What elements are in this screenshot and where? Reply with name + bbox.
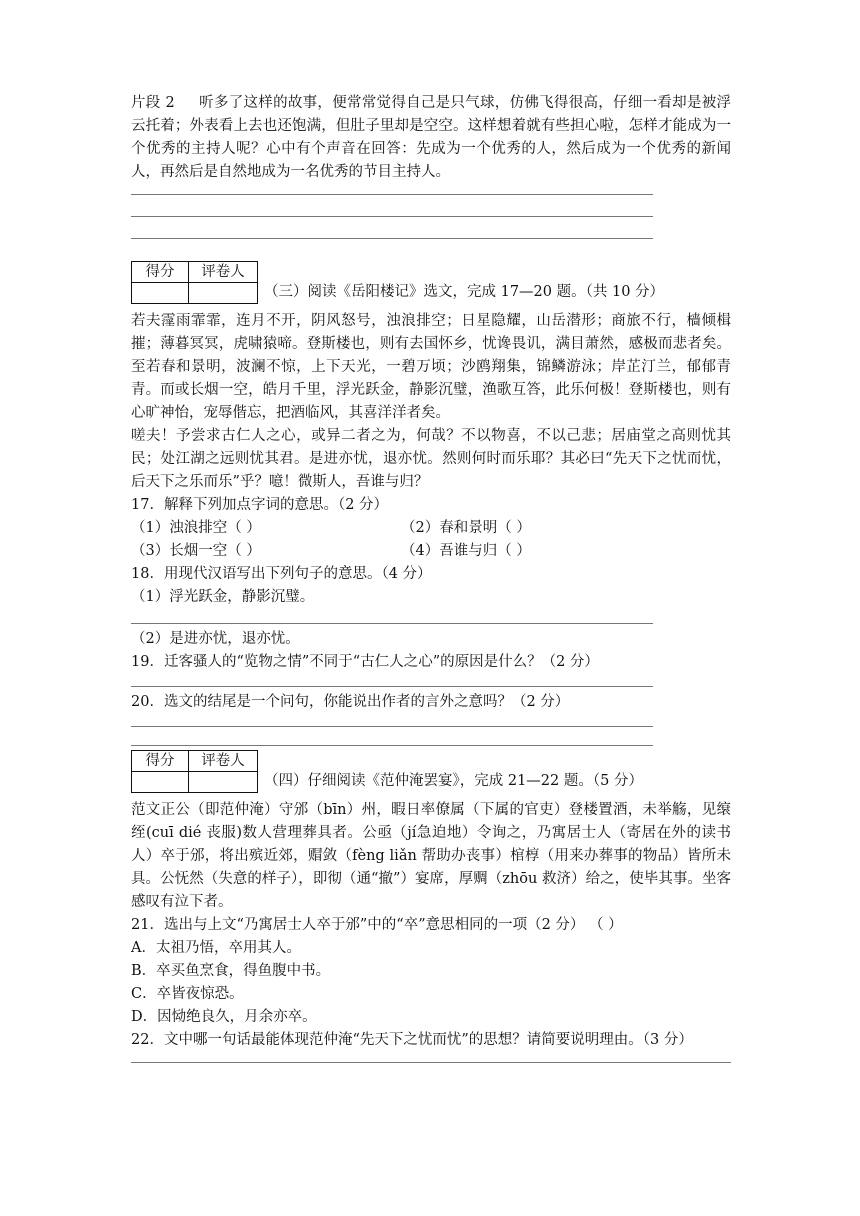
option-c[interactable]: C．卒皆夜惊恐。 xyxy=(131,986,244,1002)
q17-item-3[interactable]: （3）长烟一空（ ） xyxy=(131,543,261,559)
q17-item-4[interactable]: （4）吾谁与归（ ） xyxy=(401,543,531,559)
answer-line[interactable] xyxy=(131,1062,731,1063)
q17-item-2[interactable]: （2）春和景明（ ） xyxy=(401,520,531,536)
exam-page xyxy=(131,92,731,1063)
score-label: 得分 xyxy=(132,262,189,283)
answer-line[interactable] xyxy=(131,216,653,217)
grader-cell[interactable] xyxy=(189,772,258,793)
score-cell[interactable] xyxy=(132,772,189,793)
question-18-1: （1）浮光跃金，静影沉璧。 xyxy=(131,589,315,605)
answer-line[interactable] xyxy=(131,745,653,746)
section4-paragraph: 范文正公（即范仲淹）守邠（bīn）州，暇日率僚属（下属的官吏）登楼置酒，未举觞，见缞绖(cuī dié 丧服)数人营理葬具者。公亟（jí急迫地）令询之，乃寓居士人（寄居在外的读书人）卒于邠，将出殡近郊，赗敛（fèng liǎn 帮助办丧事）棺椁（用来办葬事的物品）皆所未具。公怃然（失意的样子），即彻（通“撤”）宴席，厚赒（zhōu 救济）给之，使毕其事。坐客感叹有泣下者。 xyxy=(131,802,731,910)
question-20: 20．选文的结尾是一个问句，你能说出作者的言外之意吗？（2 分） xyxy=(131,694,570,710)
q17-item-1[interactable]: （1）浊浪排空（ ） xyxy=(131,520,261,536)
section4-header xyxy=(131,750,731,793)
section3-header xyxy=(131,261,731,304)
answer-line[interactable] xyxy=(131,726,653,727)
question-21: 21．选出与上文“乃寓居士人卒于邠”中的“卒”意思相同的一项（2 分） （ ） xyxy=(131,917,623,933)
section3-paragraph2: 嗟夫！予尝求古仁人之心，或异二者之为，何哉？不以物喜，不以己悲；居庙堂之高则忧其民；处江湖之远则忧其君。是进亦忧，退亦忧。然则何时而乐耶？其必曰“先天下之忧而忧，后天下之乐而乐”乎？噫！微斯人，吾谁与归？ xyxy=(131,428,731,490)
grader-label: 评卷人 xyxy=(189,751,258,772)
score-table xyxy=(131,261,258,304)
option-a[interactable]: A．太祖乃悟，卒用其人。 xyxy=(131,940,301,956)
question-22: 22．文中哪一句话最能体现范仲淹“先天下之忧而忧”的思想？请简要说明理由。（3 分） xyxy=(131,1032,693,1048)
question-18: 18．用现代汉语写出下列句子的意思。（4 分） xyxy=(131,566,432,582)
question-17: 17．解释下列加点字词的意思。（2 分） xyxy=(131,497,389,513)
fragment2-text: 听多了这样的故事，便常常觉得自己是只气球，仿佛飞得很高，仔细一看却是被浮云托着；外表看上去也还饱满，但肚子里却是空空。这样想着就有些担心啦，怎样才能成为一个优秀的主持人呢？心中有个声音在回答：先成为一个优秀的人，然后成为一个优秀的新闻人，再然后是自然地成为一名优秀的节目主持人。 xyxy=(131,95,732,180)
option-b[interactable]: B．卒买鱼烹食，得鱼腹中书。 xyxy=(131,963,331,979)
answer-line[interactable] xyxy=(131,623,653,624)
question-19: 19．迁客骚人的“览物之情”不同于“古仁人之心”的原因是什么？（2 分） xyxy=(131,654,599,670)
score-table xyxy=(131,750,258,793)
score-cell[interactable] xyxy=(132,283,189,304)
option-d[interactable]: D．因恸绝良久，月余亦卒。 xyxy=(131,1009,317,1025)
fragment2-label: 片段 2 xyxy=(131,95,175,111)
question-17-row1 xyxy=(131,517,731,540)
answer-line[interactable] xyxy=(131,686,653,687)
question-17-row2 xyxy=(131,540,731,563)
fragment2-paragraph xyxy=(131,92,731,184)
answer-line[interactable] xyxy=(131,238,653,239)
grader-cell[interactable] xyxy=(189,283,258,304)
answer-line[interactable] xyxy=(131,194,653,195)
section3-title: （三）阅读《岳阳楼记》选文，完成 17—20 题。（共 10 分） xyxy=(264,284,665,300)
fragment2-answer-lines[interactable] xyxy=(131,194,731,239)
question-18-2: （2）是进亦忧，退亦忧。 xyxy=(131,631,300,647)
section4-title: （四）仔细阅读《范仲淹罢宴》，完成 21—22 题。（5 分） xyxy=(264,773,643,789)
grader-label: 评卷人 xyxy=(189,262,258,283)
score-label: 得分 xyxy=(132,751,189,772)
section3-paragraph1: 若夫霪雨霏霏，连月不开，阴风怒号，浊浪排空；日星隐耀，山岳潜形；商旅不行，樯倾楫摧；薄暮冥冥，虎啸猿啼。登斯楼也，则有去国怀乡，忧谗畏讥，满目萧然，感极而悲者矣。至若春和景明，波澜不惊，上下天光，一碧万顷；沙鸥翔集，锦鳞游泳；岸芷汀兰，郁郁青青。而或长烟一空，皓月千里，浮光跃金，静影沉璧，渔歌互答，此乐何极！登斯楼也，则有心旷神怡，宠辱偕忘，把酒临风，其喜洋洋者矣。 xyxy=(131,313,731,421)
